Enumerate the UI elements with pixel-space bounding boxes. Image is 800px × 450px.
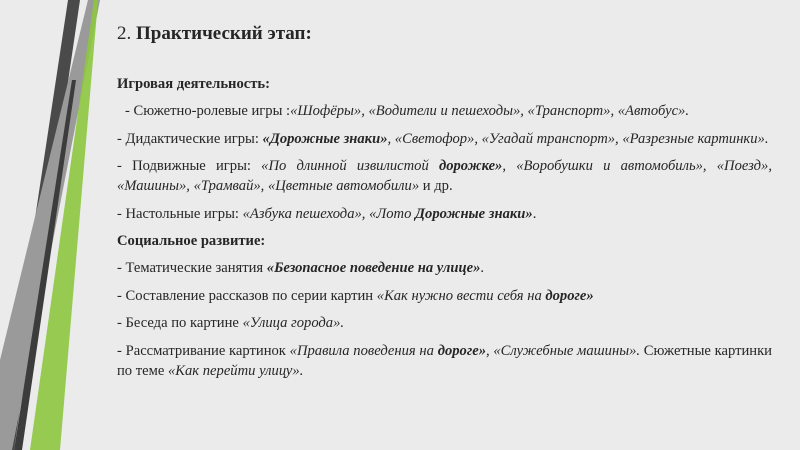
- thematic-lessons: - Тематические занятия «Безопасное поведение на улице».: [117, 260, 485, 276]
- section-heading-social: Социальное развитие:: [117, 233, 266, 249]
- decorative-stripes: [0, 0, 120, 450]
- picture-talk: - Беседа по картине «Улица города».: [117, 315, 345, 331]
- board-games: - Настольные игры: «Азбука пешехода», «Лото Дорожные знаки».: [117, 205, 537, 222]
- active-games: - Подвижные игры: «По длинной извилистой дорожке», «Воробушки и автомобиль», «Поезд», «Машины», «Трамвай», «Цветные автомобили» и др.: [117, 158, 772, 194]
- section-heading-games: Игровая деятельность:: [117, 76, 270, 92]
- picture-viewing: - Рассматривание картинок «Правила поведения на дороге», «Служебные машины». Сюжетные картинки по теме «Как перейти улицу».: [117, 342, 772, 379]
- title-text: Практический этап:: [136, 23, 312, 44]
- didactic-games: - Дидактические игры: «Дорожные знаки», «Светофор», «Угадай транспорт», «Разрезные картинки».: [117, 130, 769, 147]
- story-composition: - Составление рассказов по серии картин «Как нужно вести себя на дороге»: [117, 287, 594, 304]
- role-play-games: - Сюжетно-ролевые игры :«Шофёры», «Водители и пешеходы», «Транспорт», «Автобус».: [125, 103, 689, 119]
- slide-content: [117, 22, 772, 388]
- slide-title: [117, 22, 772, 46]
- title-number: 2.: [117, 23, 136, 44]
